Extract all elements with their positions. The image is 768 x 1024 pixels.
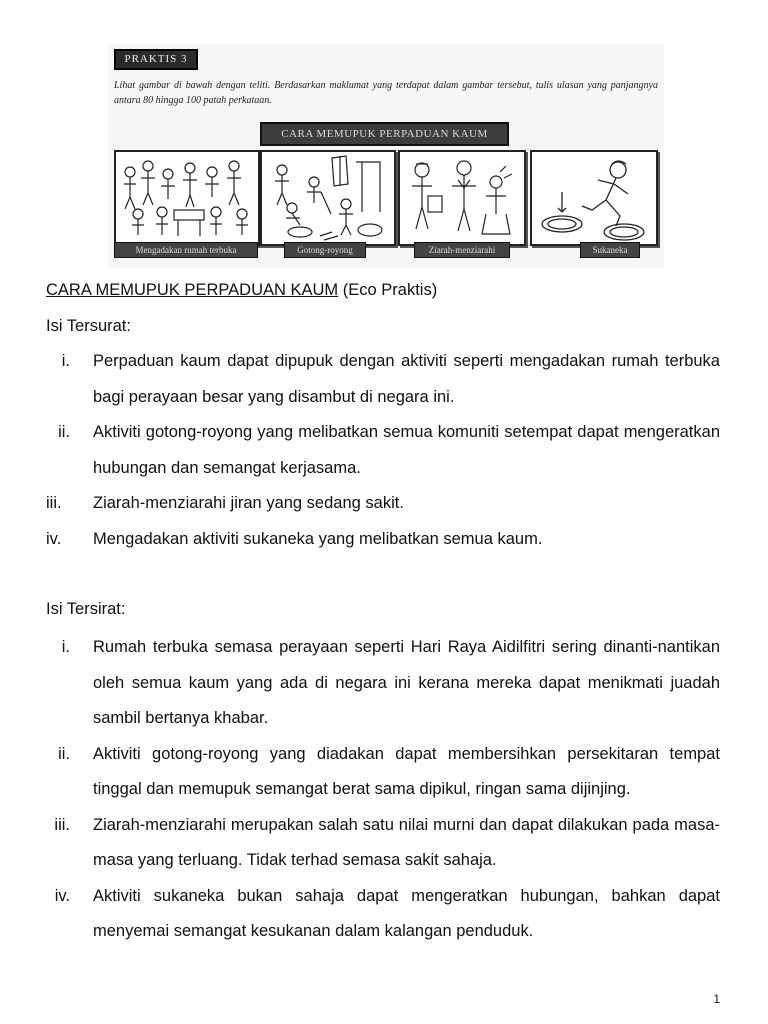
page-number: 1 xyxy=(713,992,720,1006)
worksheet-title: CARA MEMUPUK PERPADUAN KAUM xyxy=(260,122,509,146)
list-item-text: Perpaduan kaum dapat dipupuk dengan aktiviti seperti mengadakan rumah terbuka bagi perayaan besar yang disambut di negara ini. xyxy=(93,352,720,406)
list-item-text: Rumah terbuka semasa perayaan seperti Hari Raya Aidilfitri sering dinanti-nantikan oleh semua kaum yang ada di negara ini kerana mereka dapat menikmati juadah sambil bertanya khabar. xyxy=(93,638,720,727)
caption-open-house: Mengadakan rumah terbuka xyxy=(114,242,258,258)
visiting-illustration xyxy=(398,150,526,246)
list-item-text: Aktiviti gotong-royong yang diadakan dapat membersihkan persekitaran tempat tinggal dan memupuk semangat berat sama dipikul, ringan sama dijinjing. xyxy=(93,744,720,798)
list-item xyxy=(46,522,720,558)
list-item-number: iii. xyxy=(54,815,70,834)
caption-ziarah: Ziarah-menziarahi xyxy=(414,242,510,258)
gotong-royong-illustration xyxy=(260,150,396,246)
list-item xyxy=(46,630,720,737)
open-house-illustration xyxy=(114,150,260,246)
caption-sukaneka: Sukaneka xyxy=(580,242,640,258)
list-item xyxy=(46,486,720,522)
section-heading-tersirat: Isi Tersirat: xyxy=(46,600,126,618)
sukaneka-illustration xyxy=(530,150,658,246)
caption-gotong-royong: Gotong-royong xyxy=(284,242,366,258)
list-item xyxy=(46,737,720,808)
title-suffix: (Eco Praktis) xyxy=(338,281,438,299)
list-item xyxy=(46,808,720,879)
praktis-badge: PRAKTIS 3 xyxy=(114,49,198,70)
list-item xyxy=(46,415,720,486)
title-underlined: CARA MEMUPUK PERPADUAN KAUM xyxy=(46,281,339,299)
list-item-number: i. xyxy=(61,638,70,656)
list-item-number: i. xyxy=(61,352,70,370)
list-item-text: Mengadakan aktiviti sukaneka yang melibatkan semua kaum. xyxy=(93,529,543,548)
list-item-number: iii. xyxy=(46,494,62,512)
tersurat-list xyxy=(46,344,720,557)
tersirat-list xyxy=(46,630,720,950)
list-item xyxy=(46,879,720,950)
section-heading-tersurat: Isi Tersurat: xyxy=(46,317,131,335)
list-item-number: iv. xyxy=(46,529,62,548)
list-item xyxy=(46,344,720,415)
document-title xyxy=(46,281,720,300)
worksheet-instruction: Lihat gambar di bawah dengan teliti. Berdasarkan maklumat yang terdapat dalam gambar tersebut, tulis ulasan yang panjangnya antara 80 hingga 100 patah perkataan. xyxy=(114,80,658,106)
list-item-text: Aktiviti gotong-royong yang melibatkan semua komuniti setempat dapat mengeratkan hubungan dan semangat kerjasama. xyxy=(93,423,720,477)
list-item-number: ii. xyxy=(58,744,70,763)
list-item-number: ii. xyxy=(58,423,70,441)
list-item-text: Ziarah-menziarahi jiran yang sedang sakit. xyxy=(93,494,404,512)
list-item-number: iv. xyxy=(54,886,70,905)
list-item-text: Aktiviti sukaneka bukan sahaja dapat mengeratkan hubungan, bahkan dapat menyemai semangat kesukanan dalam kalangan penduduk. xyxy=(93,886,720,940)
list-item-text: Ziarah-menziarahi merupakan salah satu nilai murni dan dapat dilakukan pada masa-masa yang terluang. Tidak terhad semasa sakit sahaja. xyxy=(93,815,720,869)
worksheet-scan xyxy=(108,44,664,268)
